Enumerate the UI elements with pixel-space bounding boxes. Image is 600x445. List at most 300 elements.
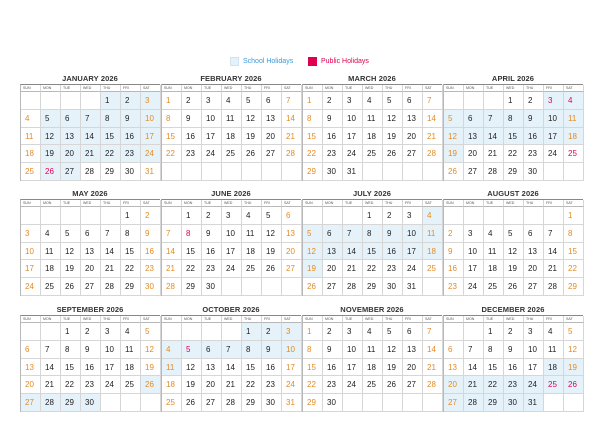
day-cell: 10	[343, 110, 363, 128]
day-cell: 4	[21, 110, 41, 128]
day-cell: 6	[21, 341, 41, 359]
day-cell: 19	[303, 260, 323, 278]
month-grid	[20, 315, 160, 412]
empty-day-cell	[403, 394, 423, 412]
month-calendar	[20, 74, 160, 181]
day-cell: 3	[343, 92, 363, 110]
day-cell: 26	[141, 376, 161, 394]
day-cell: 2	[182, 92, 202, 110]
day-cell: 30	[323, 394, 343, 412]
day-cell: 24	[403, 260, 423, 278]
month-title: DECEMBER 2026	[481, 305, 545, 314]
day-cell: 26	[444, 163, 464, 181]
empty-day-cell	[101, 394, 121, 412]
day-cell: 3	[141, 92, 161, 110]
day-cell: 21	[81, 145, 101, 163]
month-calendar	[20, 189, 160, 296]
day-cell: 24	[202, 145, 222, 163]
day-cell: 18	[363, 359, 383, 377]
day-cell: 2	[504, 323, 524, 341]
day-cell: 9	[323, 110, 343, 128]
day-cell: 7	[423, 92, 443, 110]
empty-day-cell	[21, 207, 41, 225]
day-cell: 30	[202, 278, 222, 296]
day-cell: 28	[282, 145, 302, 163]
empty-day-cell	[303, 207, 323, 225]
weekday-header: MON	[323, 200, 343, 207]
day-cell: 30	[141, 278, 161, 296]
day-cell: 8	[303, 110, 323, 128]
empty-day-cell	[262, 278, 282, 296]
day-cell: 23	[81, 376, 101, 394]
day-cell: 12	[444, 128, 464, 146]
day-cell: 4	[121, 323, 141, 341]
day-cell: 25	[423, 260, 443, 278]
day-cell: 19	[41, 145, 61, 163]
day-cell: 6	[524, 225, 544, 243]
day-cell: 14	[484, 128, 504, 146]
day-cell: 24	[343, 145, 363, 163]
day-cell: 7	[484, 110, 504, 128]
day-cell: 5	[564, 323, 584, 341]
weekday-header: MON	[182, 85, 202, 92]
empty-day-cell	[423, 163, 443, 181]
day-cell: 29	[363, 278, 383, 296]
day-cell: 25	[242, 260, 262, 278]
weekday-header: SAT	[282, 316, 302, 323]
day-cell: 12	[141, 341, 161, 359]
day-cell: 5	[262, 207, 282, 225]
day-cell: 8	[303, 341, 323, 359]
empty-day-cell	[41, 323, 61, 341]
day-cell: 27	[524, 278, 544, 296]
day-cell: 25	[162, 394, 182, 412]
legend-public-label: Public Holidays	[321, 57, 369, 65]
month-title: SEPTEMBER 2026	[56, 305, 124, 314]
day-cell: 6	[403, 323, 423, 341]
weekday-header: THU	[524, 316, 544, 323]
weekday-header: WED	[504, 200, 524, 207]
day-cell: 9	[504, 341, 524, 359]
empty-day-cell	[81, 207, 101, 225]
day-cell: 5	[303, 225, 323, 243]
day-cell: 14	[162, 243, 182, 261]
weekday-header: WED	[222, 85, 242, 92]
empty-day-cell	[222, 278, 242, 296]
day-cell: 24	[101, 376, 121, 394]
month-grid	[20, 84, 160, 181]
day-cell: 7	[423, 323, 443, 341]
weekday-header: TUE	[343, 316, 363, 323]
day-cell: 17	[141, 128, 161, 146]
weekday-header: TUE	[484, 316, 504, 323]
day-cell: 29	[242, 394, 262, 412]
day-cell: 11	[121, 341, 141, 359]
day-cell: 8	[242, 341, 262, 359]
day-cell: 30	[121, 163, 141, 181]
day-cell: 29	[101, 163, 121, 181]
day-cell: 1	[242, 323, 262, 341]
day-cell: 7	[544, 225, 564, 243]
day-cell: 17	[343, 359, 363, 377]
day-cell: 5	[182, 341, 202, 359]
weekday-header: THU	[524, 85, 544, 92]
day-cell: 9	[262, 341, 282, 359]
empty-day-cell	[41, 92, 61, 110]
day-cell: 14	[41, 359, 61, 377]
day-cell: 13	[323, 243, 343, 261]
month-title: OCTOBER 2026	[202, 305, 260, 314]
day-cell: 15	[242, 359, 262, 377]
day-cell: 24	[21, 278, 41, 296]
empty-day-cell	[544, 394, 564, 412]
day-cell: 1	[162, 92, 182, 110]
day-cell: 3	[464, 225, 484, 243]
day-cell: 3	[524, 323, 544, 341]
day-cell: 4	[242, 207, 262, 225]
weekday-header: WED	[222, 200, 242, 207]
empty-day-cell	[323, 207, 343, 225]
day-cell: 10	[21, 243, 41, 261]
day-cell: 4	[544, 323, 564, 341]
month-grid	[443, 199, 583, 296]
day-cell: 11	[363, 341, 383, 359]
day-cell: 6	[464, 110, 484, 128]
empty-day-cell	[182, 163, 202, 181]
day-cell: 8	[504, 110, 524, 128]
empty-day-cell	[464, 207, 484, 225]
day-cell: 24	[222, 260, 242, 278]
day-cell: 25	[121, 376, 141, 394]
day-cell: 21	[101, 260, 121, 278]
day-cell: 20	[323, 260, 343, 278]
day-cell: 19	[504, 260, 524, 278]
day-cell: 11	[41, 243, 61, 261]
day-cell: 8	[363, 225, 383, 243]
day-cell: 26	[182, 394, 202, 412]
day-cell: 28	[41, 394, 61, 412]
day-cell: 27	[61, 163, 81, 181]
day-cell: 25	[564, 145, 584, 163]
empty-day-cell	[162, 163, 182, 181]
empty-day-cell	[464, 92, 484, 110]
day-cell: 3	[282, 323, 302, 341]
empty-day-cell	[121, 394, 141, 412]
empty-day-cell	[162, 207, 182, 225]
day-cell: 24	[282, 376, 302, 394]
day-cell: 27	[282, 260, 302, 278]
day-cell: 6	[323, 225, 343, 243]
empty-day-cell	[21, 323, 41, 341]
day-cell: 30	[323, 163, 343, 181]
day-cell: 7	[41, 341, 61, 359]
empty-day-cell	[403, 163, 423, 181]
day-cell: 6	[81, 225, 101, 243]
day-cell: 1	[121, 207, 141, 225]
day-cell: 23	[323, 145, 343, 163]
month-calendar	[443, 189, 583, 296]
weekday-header: SAT	[141, 316, 161, 323]
weekday-header: SUN	[162, 200, 182, 207]
day-cell: 31	[141, 163, 161, 181]
day-cell: 28	[464, 394, 484, 412]
day-cell: 16	[383, 243, 403, 261]
day-cell: 31	[524, 394, 544, 412]
empty-day-cell	[162, 323, 182, 341]
day-cell: 26	[383, 145, 403, 163]
weekday-header: MON	[41, 85, 61, 92]
day-cell: 16	[202, 243, 222, 261]
weekday-header: THU	[242, 85, 262, 92]
day-cell: 13	[21, 359, 41, 377]
empty-day-cell	[564, 394, 584, 412]
month-calendar	[302, 189, 442, 296]
weekday-header: SUN	[303, 316, 323, 323]
empty-day-cell	[222, 163, 242, 181]
day-cell: 6	[202, 341, 222, 359]
weekday-header: THU	[101, 316, 121, 323]
weekday-header: WED	[363, 200, 383, 207]
day-cell: 22	[504, 145, 524, 163]
day-cell: 4	[363, 92, 383, 110]
day-cell: 4	[363, 323, 383, 341]
day-cell: 25	[363, 145, 383, 163]
day-cell: 8	[121, 225, 141, 243]
day-cell: 14	[544, 243, 564, 261]
day-cell: 23	[444, 278, 464, 296]
weekday-header: WED	[504, 85, 524, 92]
empty-day-cell	[363, 163, 383, 181]
day-cell: 16	[323, 128, 343, 146]
day-cell: 3	[101, 323, 121, 341]
day-cell: 1	[564, 207, 584, 225]
weekday-header: THU	[101, 85, 121, 92]
weekday-header: SUN	[162, 316, 182, 323]
day-cell: 16	[524, 128, 544, 146]
day-cell: 11	[423, 225, 443, 243]
day-cell: 2	[81, 323, 101, 341]
weekday-header: TUE	[202, 316, 222, 323]
day-cell: 23	[323, 376, 343, 394]
month-grid	[161, 199, 301, 296]
day-cell: 19	[564, 359, 584, 377]
weekday-header: WED	[504, 316, 524, 323]
day-cell: 8	[564, 225, 584, 243]
day-cell: 28	[343, 278, 363, 296]
weekday-header: SAT	[141, 200, 161, 207]
empty-day-cell	[423, 394, 443, 412]
day-cell: 8	[484, 341, 504, 359]
weekday-header: SAT	[564, 85, 584, 92]
month-calendar	[20, 305, 160, 412]
day-cell: 27	[21, 394, 41, 412]
weekday-header: THU	[242, 200, 262, 207]
day-cell: 27	[202, 394, 222, 412]
weekday-header: WED	[81, 316, 101, 323]
day-cell: 15	[61, 359, 81, 377]
day-cell: 15	[101, 128, 121, 146]
day-cell: 21	[464, 376, 484, 394]
month-title: FEBRUARY 2026	[200, 74, 262, 83]
day-cell: 13	[262, 110, 282, 128]
day-cell: 14	[81, 128, 101, 146]
empty-day-cell	[564, 163, 584, 181]
day-cell: 26	[242, 145, 262, 163]
day-cell: 2	[323, 323, 343, 341]
day-cell: 18	[121, 359, 141, 377]
day-cell: 5	[41, 110, 61, 128]
day-cell: 15	[564, 243, 584, 261]
day-cell: 20	[464, 145, 484, 163]
day-cell: 10	[403, 225, 423, 243]
day-cell: 13	[202, 359, 222, 377]
empty-day-cell	[423, 278, 443, 296]
month-calendar	[443, 305, 583, 412]
weekday-header: MON	[464, 85, 484, 92]
day-cell: 30	[81, 394, 101, 412]
day-cell: 27	[444, 394, 464, 412]
weekday-header: WED	[363, 316, 383, 323]
day-cell: 24	[464, 278, 484, 296]
empty-day-cell	[464, 323, 484, 341]
weekday-header: TUE	[484, 85, 504, 92]
day-cell: 22	[182, 260, 202, 278]
day-cell: 12	[383, 110, 403, 128]
day-cell: 13	[403, 341, 423, 359]
day-cell: 6	[403, 92, 423, 110]
weekday-header: FRI	[544, 85, 564, 92]
empty-day-cell	[242, 163, 262, 181]
weekday-header: SAT	[282, 85, 302, 92]
day-cell: 14	[222, 359, 242, 377]
day-cell: 27	[262, 145, 282, 163]
weekday-header: TUE	[61, 316, 81, 323]
month-title: JANUARY 2026	[62, 74, 118, 83]
day-cell: 10	[202, 110, 222, 128]
day-cell: 16	[81, 359, 101, 377]
empty-day-cell	[21, 92, 41, 110]
day-cell: 2	[444, 225, 464, 243]
empty-day-cell	[282, 278, 302, 296]
day-cell: 5	[141, 323, 161, 341]
day-cell: 10	[282, 341, 302, 359]
day-cell: 12	[262, 225, 282, 243]
weekday-header: SAT	[141, 85, 161, 92]
weekday-header: WED	[81, 200, 101, 207]
day-cell: 29	[121, 278, 141, 296]
month-title: NOVEMBER 2026	[340, 305, 404, 314]
day-cell: 23	[383, 260, 403, 278]
day-cell: 17	[222, 243, 242, 261]
month-calendar	[161, 74, 301, 181]
empty-day-cell	[61, 207, 81, 225]
day-cell: 4	[222, 92, 242, 110]
day-cell: 20	[202, 376, 222, 394]
school-holiday-swatch-icon	[230, 57, 239, 66]
day-cell: 19	[242, 128, 262, 146]
day-cell: 8	[182, 225, 202, 243]
day-cell: 8	[101, 110, 121, 128]
day-cell: 17	[403, 243, 423, 261]
weekday-header: MON	[323, 85, 343, 92]
day-cell: 28	[162, 278, 182, 296]
day-cell: 29	[303, 394, 323, 412]
weekday-header: THU	[383, 200, 403, 207]
month-calendar	[161, 305, 301, 412]
day-cell: 15	[182, 243, 202, 261]
weekday-header: TUE	[61, 85, 81, 92]
empty-day-cell	[444, 323, 464, 341]
weekday-header: MON	[182, 316, 202, 323]
month-grid	[443, 84, 583, 181]
day-cell: 10	[544, 110, 564, 128]
day-cell: 19	[182, 376, 202, 394]
day-cell: 12	[564, 341, 584, 359]
day-cell: 7	[162, 225, 182, 243]
day-cell: 23	[121, 145, 141, 163]
day-cell: 20	[262, 128, 282, 146]
day-cell: 26	[262, 260, 282, 278]
empty-day-cell	[222, 323, 242, 341]
weekday-header: WED	[222, 316, 242, 323]
weekday-header: TUE	[202, 200, 222, 207]
public-holiday-swatch-icon	[308, 57, 317, 66]
month-grid	[443, 315, 583, 412]
empty-day-cell	[282, 163, 302, 181]
weekday-header: FRI	[121, 316, 141, 323]
day-cell: 5	[383, 323, 403, 341]
day-cell: 25	[222, 145, 242, 163]
day-cell: 6	[262, 92, 282, 110]
day-cell: 21	[423, 359, 443, 377]
weekday-header: MON	[464, 316, 484, 323]
day-cell: 28	[544, 278, 564, 296]
weekday-header: SUN	[21, 200, 41, 207]
day-cell: 7	[222, 341, 242, 359]
day-cell: 24	[343, 376, 363, 394]
empty-day-cell	[101, 207, 121, 225]
day-cell: 10	[524, 341, 544, 359]
day-cell: 15	[303, 128, 323, 146]
weekday-header: MON	[323, 316, 343, 323]
day-cell: 19	[262, 243, 282, 261]
day-cell: 11	[222, 110, 242, 128]
day-cell: 22	[484, 376, 504, 394]
day-cell: 29	[182, 278, 202, 296]
day-cell: 19	[61, 260, 81, 278]
month-title: AUGUST 2026	[487, 189, 539, 198]
day-cell: 30	[262, 394, 282, 412]
weekday-header: FRI	[121, 85, 141, 92]
weekday-header: TUE	[484, 200, 504, 207]
empty-day-cell	[383, 163, 403, 181]
day-cell: 13	[464, 128, 484, 146]
day-cell: 7	[464, 341, 484, 359]
day-cell: 9	[524, 110, 544, 128]
day-cell: 20	[81, 260, 101, 278]
day-cell: 18	[564, 128, 584, 146]
day-cell: 1	[182, 207, 202, 225]
day-cell: 1	[484, 323, 504, 341]
day-cell: 27	[323, 278, 343, 296]
day-cell: 3	[21, 225, 41, 243]
day-cell: 11	[21, 128, 41, 146]
day-cell: 22	[363, 260, 383, 278]
day-cell: 6	[282, 207, 302, 225]
day-cell: 28	[81, 163, 101, 181]
day-cell: 3	[343, 323, 363, 341]
day-cell: 29	[484, 394, 504, 412]
